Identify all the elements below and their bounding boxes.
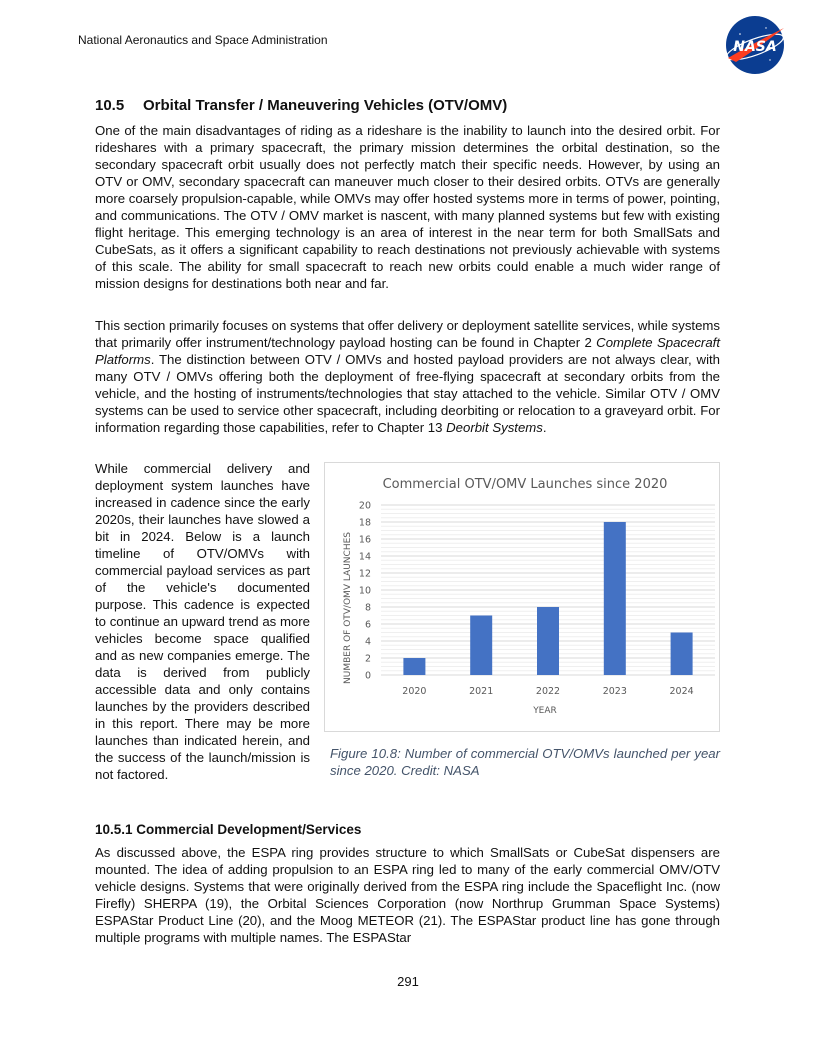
bar-2020 <box>403 658 425 675</box>
y-tick-label: 4 <box>364 636 371 648</box>
x-tick-label: 2023 <box>602 686 627 697</box>
x-tick-label: 2020 <box>402 686 427 697</box>
nasa-logo <box>722 14 788 76</box>
section-number: 10.5 <box>95 97 125 114</box>
bar-2022 <box>537 607 559 675</box>
figure-caption: Figure 10.8: Number of commercial OTV/OMVs launched per year since 2020. Credit: NASA <box>330 746 720 778</box>
paragraph-commercial: As discussed above, the ESPA ring provides structure to which SmallSats or CubeSat dispensers are mounted. The idea of adding propulsion to an ESPA ring led to many of the early commercial OMV/OTV vehicle designs. Systems that were originally derived from the ESPA ring include the Spaceflight Inc. (now Firefly) SHERPA (19), the Orbital Sciences Corporation (now Northrup Grumman Space Systems) ESPAStar Product Line (20), and the Moog METEOR (21). The ESPAStar product line has gone through multiple programs with multiple names. The ESPAStar <box>95 845 720 945</box>
y-tick-label: 10 <box>358 585 371 597</box>
x-tick-label: 2024 <box>669 686 694 697</box>
y-tick-label: 20 <box>358 500 371 512</box>
x-tick-label: 2021 <box>469 686 494 697</box>
chapter-ref: Complete Spacecraft Platforms <box>95 335 720 367</box>
y-tick-label: 0 <box>364 670 371 682</box>
y-tick-label: 12 <box>358 568 371 580</box>
text: . <box>542 420 547 435</box>
y-tick-label: 2 <box>364 653 371 665</box>
bar-2024 <box>671 633 693 676</box>
y-tick-label: 14 <box>358 551 371 563</box>
y-tick-label: 6 <box>364 619 371 631</box>
x-axis-label: YEAR <box>533 706 557 716</box>
bar-2021 <box>470 616 492 676</box>
y-axis-label: NUMBER OF OTV/OMV LAUNCHES <box>343 532 353 684</box>
paragraph-scope <box>95 317 720 436</box>
section-title: Orbital Transfer / Maneuvering Vehicles (OTV/OMV) <box>143 97 508 114</box>
paragraph-intro: One of the main disadvantages of riding as a rideshare is the inability to launch into the desired orbit. For rideshares with a primary spacecraft, the primary mission determines the orbital destination, so the secondary spacecraft orbit usually does not perfectly match their specific needs. However, by using an OTV or OMV, secondary spacecraft can maneuver much closer to their desired orbits. OTVs are generally more coarsely propulsion-capable, while OMVs may offer hosted systems more in terms of power, pointing, and communications. The OTV / OMV market is nascent, with many planned systems but few with existing flight heritage. This emerging technology is an area of interest in the near term for both SmallSats and CubeSats, as it offers a significant capability to reach destinations not previously achievable with systems of this scale. The ability for small spacecraft to reach new orbits could enable a much wider range of mission designs for destinations both near and far. <box>95 123 720 291</box>
chart-title: Commercial OTV/OMV Launches since 2020 <box>382 477 668 492</box>
paragraph-launch-cadence: While commercial delivery and deployment system launches have increased in cadence since the early 2020s, their launches have slowed a bit in 2024. Below is a launch timeline of OTV/OMVs with commercial payload services as part of the vehicle's documented purpose. This cadence is expected to continue an upward trend as more vehicles become space qualified and as new companies emerge. The data is derived from publicly accessible data and only contains launches by the providers described in this report. There may be more launches than indicated herein, and the success of the launch/mission is not factored. <box>95 461 310 782</box>
chapter-ref: Deorbit Systems <box>446 420 543 435</box>
section-heading <box>95 97 507 114</box>
chart-container <box>324 462 720 732</box>
subsection-heading: 10.5.1 Commercial Development/Services <box>95 822 362 837</box>
bar-chart <box>325 463 719 731</box>
page-number: 291 <box>397 974 419 989</box>
y-tick-label: 16 <box>358 534 371 546</box>
text: This section primarily focuses on systems that offer delivery or deployment satellite services, while systems that primarily offer instrument/technology payload hosting can be found in Chapter 2 <box>95 318 720 350</box>
y-tick-label: 18 <box>358 517 371 529</box>
y-tick-label: 8 <box>364 602 371 614</box>
running-header: National Aeronautics and Space Administration <box>78 33 328 47</box>
bar-2023 <box>604 522 626 675</box>
text: . The distinction between OTV / OMVs and hosted payload providers are not always clear, with many OTV / OMVs offering both the deployment of free-flying spacecraft at secondary orbits from the vehicle, and the hosting of instruments/technologies that stay attached to the vehicle. Similar OTV / OMV systems can be used to service other spacecraft, including deorbiting or relocation to a graveyard orbit. For information regarding those capabilities, refer to Chapter 13 <box>95 352 720 435</box>
x-tick-label: 2022 <box>535 686 561 697</box>
svg-text:NASA: NASA <box>733 39 777 55</box>
